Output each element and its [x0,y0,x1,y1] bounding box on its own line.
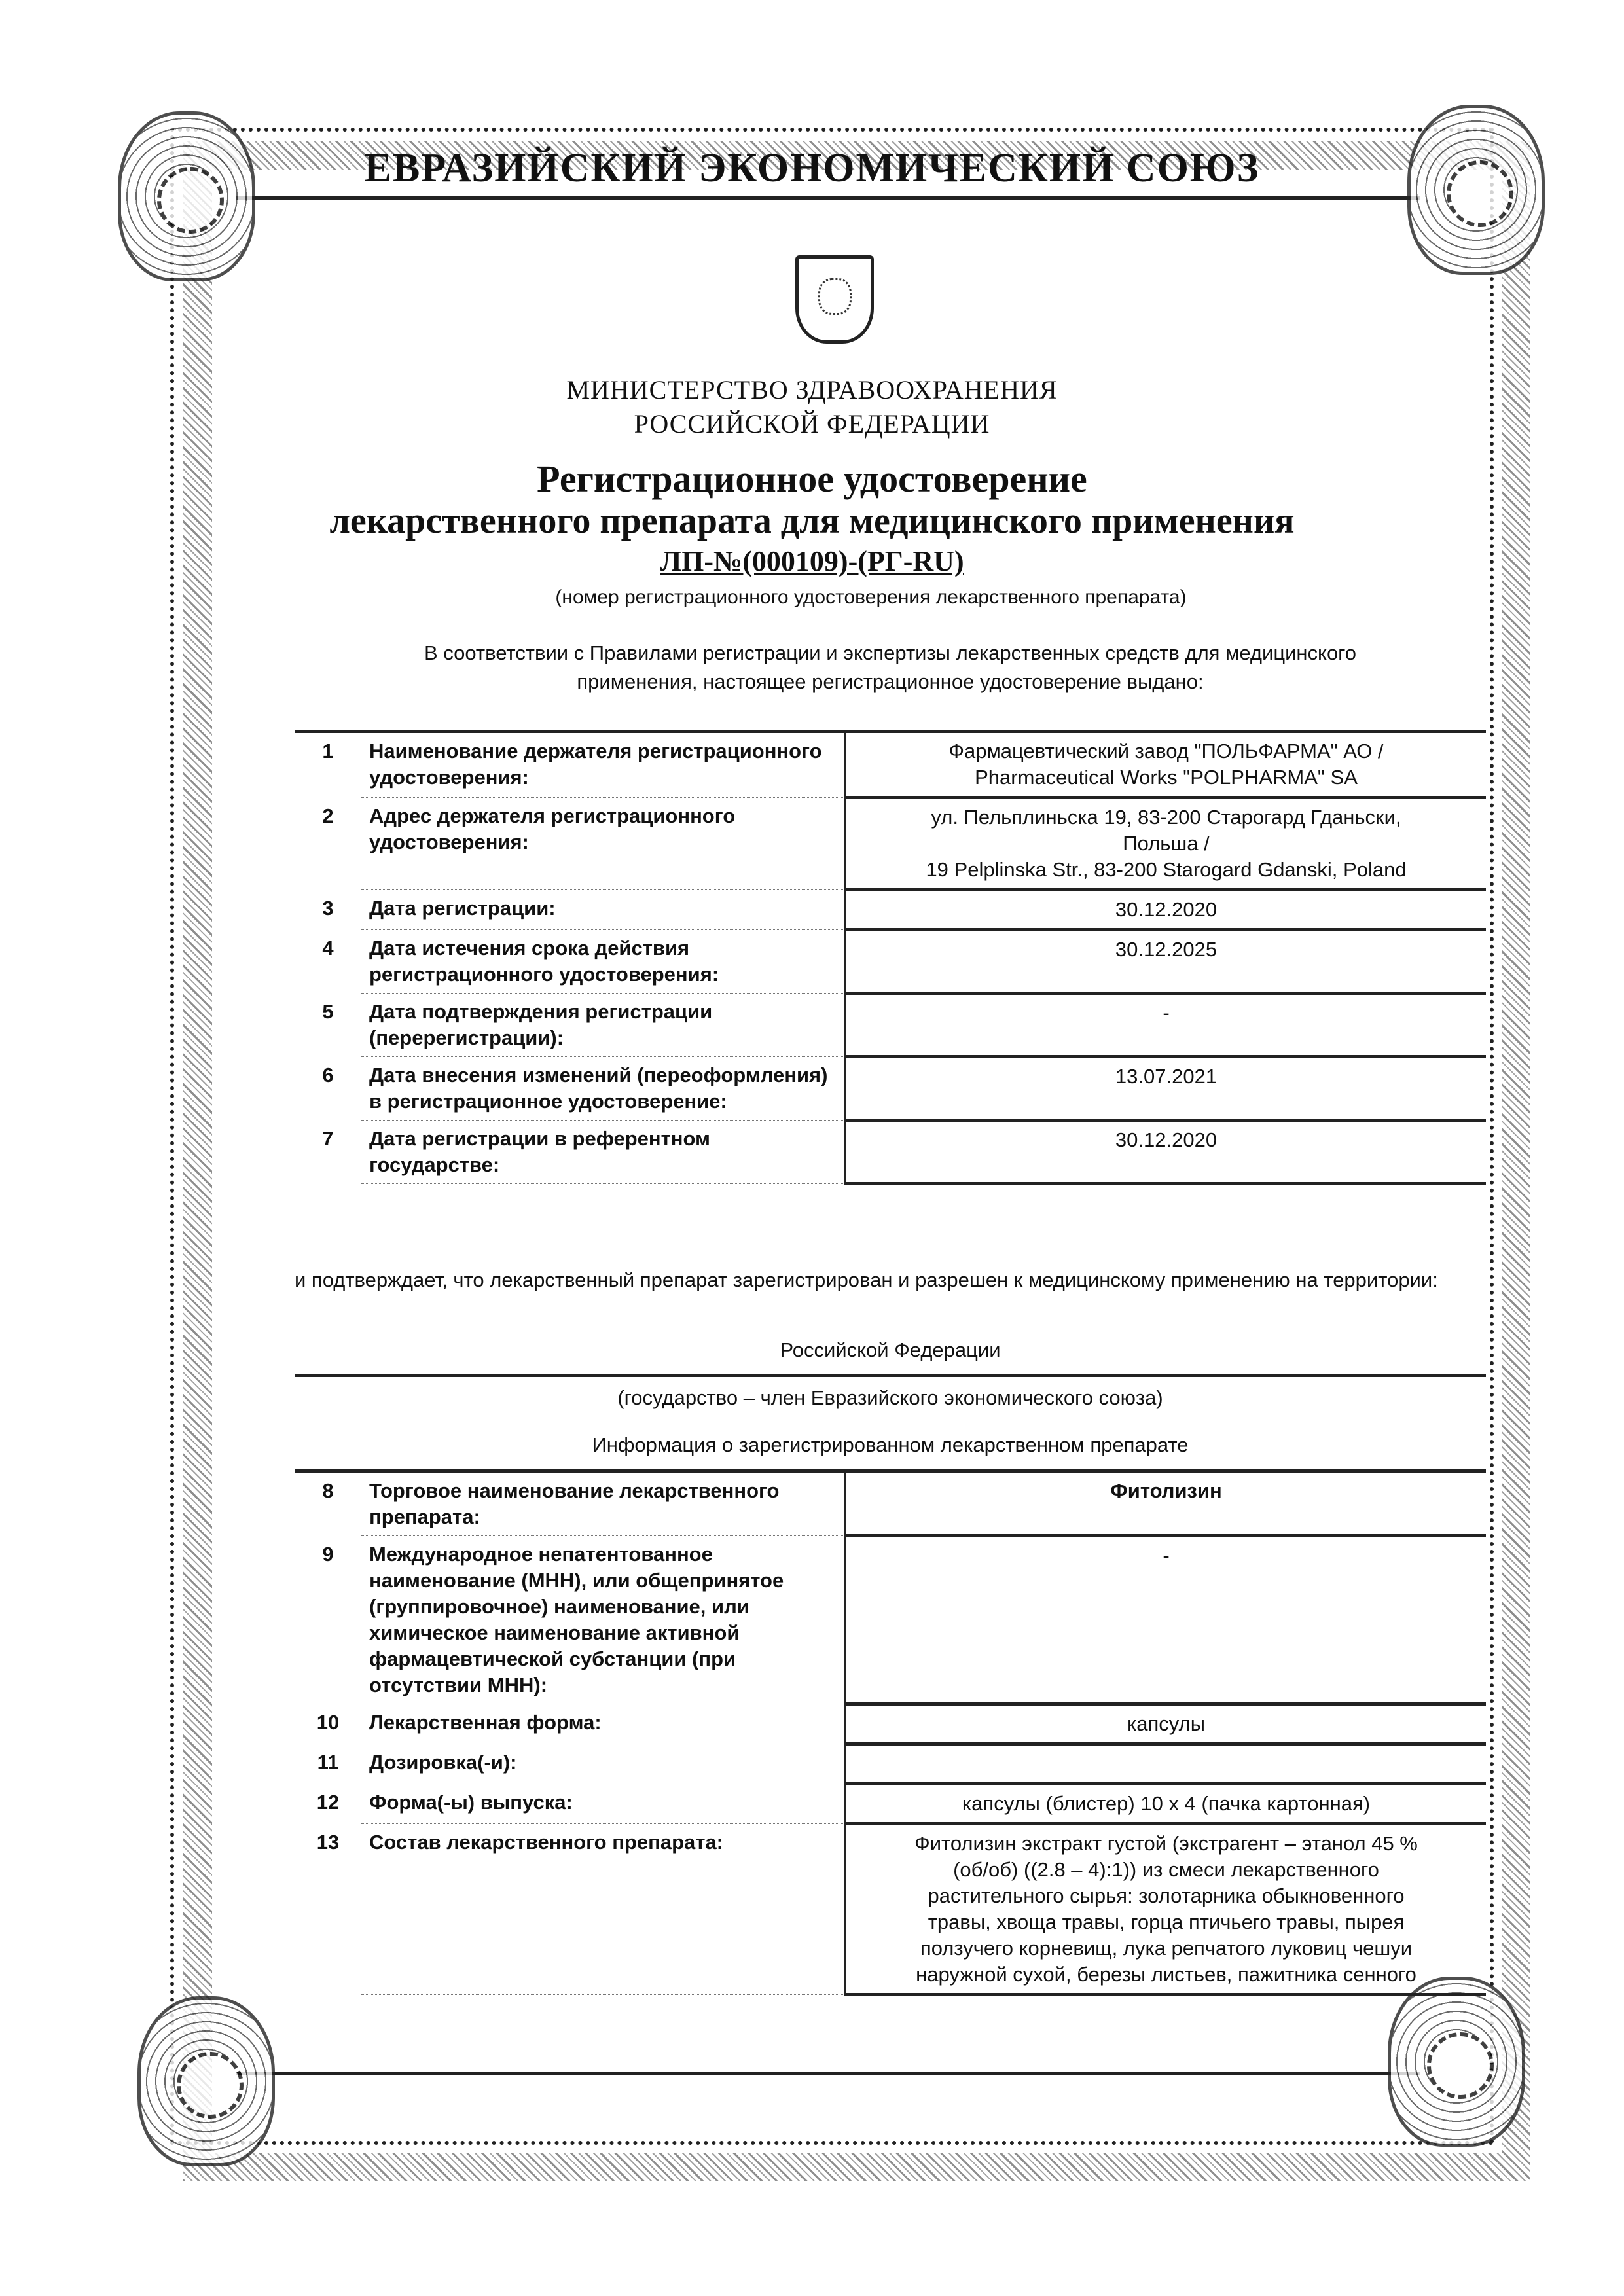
row-value [846,1057,1487,1121]
row-label: Торговое наименование лекарственного препарата: [361,1471,846,1536]
row-value-line: капсулы [1127,1712,1205,1735]
row-value-line: Фитолизин [1110,1479,1222,1502]
registration-number: ЛП-№(000109)-(РГ-RU) [660,545,964,577]
row-number: 2 [322,804,334,827]
drug-info-title: Информация о зарегистрированном лекарственном препарате [592,1433,1189,1456]
row-value-line: 30.12.2020 [1115,1128,1218,1151]
country-caption: (государство – член Евразийского экономического союза) [617,1386,1163,1409]
row-value [846,732,1487,798]
row-label: Дозировка(-и): [361,1744,846,1784]
corner-rosette-icon [137,1996,275,2166]
row-number: 1 [295,732,361,798]
corner-rosette-icon [118,111,255,281]
row-value [846,1744,1487,1784]
drug-table [295,1469,1486,1996]
ministry-line-2: РОССИЙСКОЙ ФЕДЕРАЦИИ [634,409,990,439]
row-value-line: Фармацевтический завод "ПОЛЬФАРМА" АО / [948,740,1384,762]
row-value [846,1704,1487,1744]
table-row [295,930,1486,994]
row-value [846,1536,1487,1704]
row-value [846,1471,1487,1536]
row-label: Дата подтверждения регистрации (перерегистрации): [361,994,846,1057]
certificate-title [0,458,1624,542]
row-value [846,994,1487,1057]
row-number: 9 [322,1542,334,1566]
row-value-line: капсулы (блистер) 10 x 4 (пачка картонная) [962,1792,1371,1815]
certificate-title-line-2: лекарственного препарата для медицинского применения [329,501,1295,541]
table-row [295,1057,1486,1121]
table-row [295,1704,1486,1744]
ministry-name [0,373,1624,441]
row-number: 11 [317,1750,339,1774]
row-label: Лекарственная форма: [361,1704,846,1744]
holder-table [295,730,1486,1185]
row-value-line: наружной сухой, березы листьев, пажитника сенного [916,1963,1416,1986]
row-label: Дата регистрации в референтном государстве: [361,1121,846,1184]
row-value-line: - [1163,1544,1170,1567]
table-row [295,1471,1486,1536]
corner-rosette-icon [1388,1977,1525,2147]
row-number: 8 [295,1471,361,1536]
row-number: 4 [322,936,334,960]
table-row [295,1824,1486,1995]
ministry-line-1: МИНИСТЕРСТВО ЗДРАВООХРАНЕНИЯ [566,375,1058,404]
row-value-line: 13.07.2021 [1115,1065,1218,1088]
preamble [295,639,1486,696]
row-value [846,930,1487,994]
row-label: Адрес держателя регистрационного удостоверения: [361,798,846,890]
row-value-line: ползучего корневищ, лука репчатого луковиц чешуи [920,1937,1413,1960]
table-row [295,994,1486,1057]
preamble-line-1: В соответствии с Правилами регистрации и экспертизы лекарственных средств для медицинского [424,641,1357,664]
row-number: 13 [316,1830,340,1854]
certificate-title-line-1: Регистрационное удостоверение [537,457,1087,500]
table-row [295,798,1486,890]
row-value-line: травы, хвоща травы, горца птичьего травы, пырея [928,1910,1405,1933]
row-label: Дата истечения срока действия регистрационного удостоверения: [361,930,846,994]
row-value [846,1121,1487,1184]
table-row [295,1536,1486,1704]
row-label: Международное непатентованное наименование (МНН), или общепринятое (группировочное) наименование, или химическое наименование активной фармацевтической субстанции (при отсутствии МНН): [361,1536,846,1704]
row-label: Дата регистрации: [361,890,846,930]
row-value [846,1824,1487,1995]
row-value-line: растительного сырья: золотарника обыкновенного [928,1884,1405,1907]
preamble-line-2: применения, настоящее регистрационное удостоверение выдано: [577,670,1204,693]
row-label: Наименование держателя регистрационного удостоверения: [361,732,846,798]
table-row [295,732,1486,798]
row-value-line [850,1751,1482,1777]
row-value-line: - [1163,1001,1170,1024]
row-value-line: Pharmaceutical Works "POLPHARMA" SA [975,766,1358,789]
row-value-line: 19 Pelplinska Str., 83-200 Starogard Gdanski, Poland [926,858,1407,881]
table-row [295,1121,1486,1184]
coat-of-arms-icon [795,255,874,344]
row-value-line: 30.12.2025 [1115,938,1218,961]
table-row [295,890,1486,930]
row-value [846,798,1487,890]
row-number: 10 [316,1710,340,1734]
row-number: 12 [316,1790,340,1814]
row-value-line: ул. Пельплиньска 19, 83-200 Старогард Гданьски, [931,806,1401,829]
row-value-line: Польша / [1123,832,1210,855]
row-number: 7 [322,1126,334,1150]
country-name: Российской Федерации [295,1338,1486,1377]
row-value-line: 30.12.2020 [1115,898,1218,921]
row-number: 5 [322,999,334,1023]
row-number: 3 [322,896,334,920]
row-label: Состав лекарственного препарата: [361,1824,846,1995]
row-number: 6 [322,1063,334,1086]
union-title: ЕВРАЗИЙСКИЙ ЭКОНОМИЧЕСКИЙ СОЮЗ [364,146,1260,190]
confirmation-text: и подтверждает, что лекарственный препарат зарегистрирован и разрешен к медицинскому применению на территории: [295,1268,1438,1291]
table-row [295,1784,1486,1824]
row-value-line: (об/об) ((2.8 – 4):1)) из смеси лекарственного [953,1858,1379,1881]
registration-number-caption: (номер регистрационного удостоверения лекарственного препарата) [555,586,1187,608]
row-value-line: Фитолизин экстракт густой (экстрагент – этанол 45 % [914,1832,1418,1855]
row-value [846,1784,1487,1824]
table-row [295,1744,1486,1784]
row-label: Дата внесения изменений (переоформления) в регистрационное удостоверение: [361,1057,846,1121]
row-label: Форма(-ы) выпуска: [361,1784,846,1824]
row-value [846,890,1487,930]
